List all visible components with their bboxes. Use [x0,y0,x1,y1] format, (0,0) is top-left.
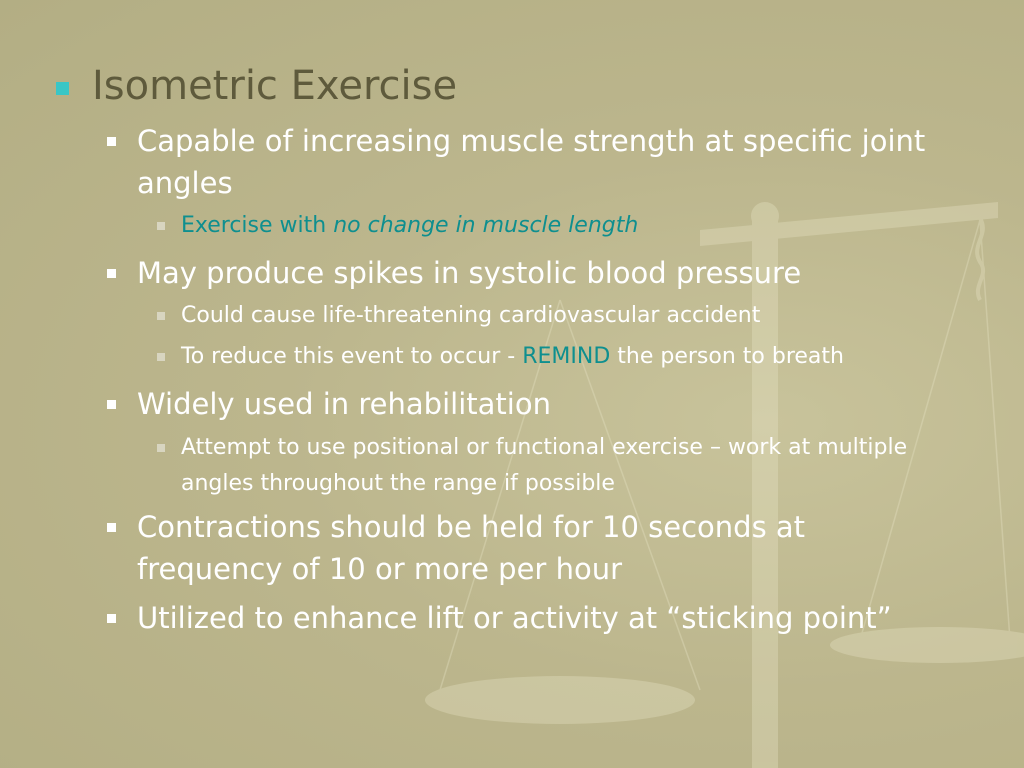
title-bullet-icon [56,82,69,95]
bullet-5: Utilized to enhance lift or activity at “sticking point” [137,597,977,639]
bullet-4: Contractions should be held for 10 seconds at frequency of 10 or more per hour [137,506,857,590]
square-bullet-icon [107,269,116,278]
square-bullet-icon [107,523,116,532]
sub-bullet-2-1: Could cause life-threatening cardiovascular accident [181,298,981,334]
bullet-1: Capable of increasing muscle strength at specific joint angles [137,120,977,204]
bullet-3: Widely used in rehabilitation [137,383,977,425]
sub-bullet-1-1: Exercise with no change in muscle length [181,208,981,244]
sub-bullet-2-2: To reduce this event to occur - REMIND the person to breath [181,339,981,375]
square-bullet-icon [157,353,165,361]
square-bullet-icon [157,312,165,320]
bullet-2: May produce spikes in systolic blood pressure [137,252,977,294]
square-bullet-icon [107,614,116,623]
square-bullet-icon [107,137,116,146]
square-bullet-icon [157,222,165,230]
square-bullet-icon [157,444,165,452]
sub-bullet-3-1: Attempt to use positional or functional exercise – work at multiple angles throughout the range if possible [181,430,921,502]
slide-title: Isometric Exercise [92,62,457,110]
square-bullet-icon [107,400,116,409]
